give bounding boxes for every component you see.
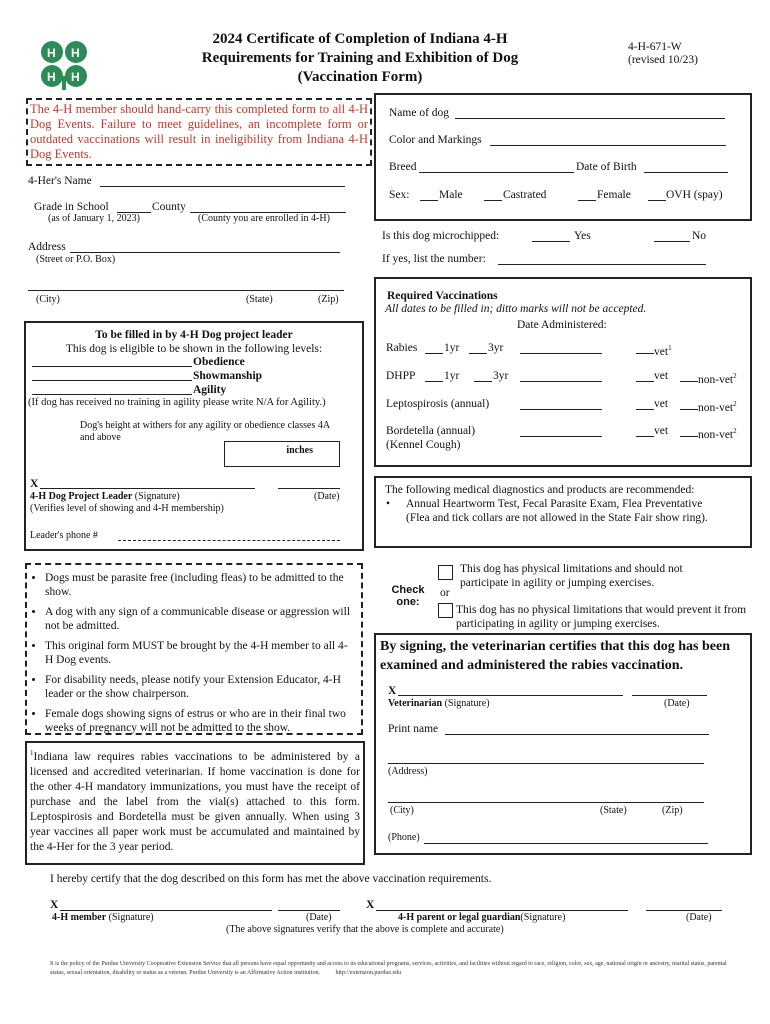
- inches-label: inches: [286, 445, 313, 456]
- chip-no: No: [692, 230, 707, 242]
- chip-no-check[interactable]: [654, 241, 690, 242]
- chip-yes-check[interactable]: [532, 241, 570, 242]
- dhpp-nonvet: non-vet: [698, 373, 734, 386]
- print-name-label: Print name: [388, 723, 439, 735]
- vacc-bordetella-sub: (Kennel Cough): [386, 439, 461, 451]
- vacc-rabies: Rabies: [386, 342, 418, 354]
- grade-note: (as of January 1, 2023): [48, 213, 140, 224]
- vet-signature-field[interactable]: [398, 695, 623, 696]
- dhpp-date-field[interactable]: [520, 381, 602, 382]
- sex-female: Female: [597, 189, 631, 201]
- svg-text:H: H: [71, 70, 80, 84]
- city-state-zip-field[interactable]: [28, 290, 344, 291]
- rabies-3yr: 3yr: [488, 342, 504, 354]
- dhpp-1yr-check[interactable]: [425, 381, 443, 382]
- agility-note: (If dog has received no training in agility please write N/A for Agility.): [28, 397, 326, 408]
- level-agility: Agility: [193, 384, 227, 396]
- extension-link[interactable]: http://extension.purdue.edu: [335, 970, 402, 976]
- height-field[interactable]: [224, 441, 340, 467]
- leader-phone-label: Leader's phone #: [30, 530, 98, 541]
- medical-intro: The following medical diagnostics and products are recommended:: [385, 484, 695, 496]
- address-note: (Street or P.O. Box): [36, 254, 116, 265]
- color-label: Color and Markings: [389, 134, 482, 146]
- footnote-box: $^1$Indiana law requires rabies vaccinations to be administered by a licensed and accredited veterinarian. If home vaccination is done for the other 4-H mandatory immunizations, you must have the receipt of purchase and the label from the vial(s) attached to this form. Leptospirosis and Bordetella must be given annually. When using 3 year vaccines all paper work must be accumulated and maintained by the 4-Her for the 3 year period.: [25, 741, 365, 865]
- rule-item: • Dogs must be parasite free (including fleas) to be admitted to the show.: [45, 571, 353, 599]
- svg-text:H: H: [47, 70, 56, 84]
- bordetella-nonvet-check[interactable]: [680, 436, 698, 437]
- chip-number-field[interactable]: [498, 264, 706, 265]
- leader-date-field[interactable]: [278, 488, 340, 489]
- bordetella-vet: vet: [654, 425, 669, 437]
- parent-date-field[interactable]: [646, 910, 722, 911]
- lepto-nonvet: non-vet: [698, 401, 734, 414]
- rabies-3yr-check[interactable]: [469, 353, 487, 354]
- svg-text:H: H: [47, 46, 56, 60]
- lepto-vet: vet: [654, 398, 669, 410]
- vacc-heading: Required Vaccinations: [387, 290, 498, 302]
- leader-signature-field[interactable]: [40, 488, 255, 489]
- leader-date-label: (Date): [314, 491, 340, 502]
- county-label: County: [152, 201, 186, 213]
- vacc-dhpp: DHPP: [386, 370, 416, 382]
- lepto-date-field[interactable]: [520, 409, 602, 410]
- vet-date-field[interactable]: [632, 695, 707, 696]
- level-showmanship: Showmanship: [193, 370, 263, 382]
- chip-yes: Yes: [574, 230, 591, 242]
- parent-signature-field[interactable]: [376, 910, 628, 911]
- lepto-nonvet-check[interactable]: [680, 409, 698, 410]
- member-sig-label: 4-H member: [52, 912, 107, 923]
- zip-label: (Zip): [318, 294, 339, 305]
- vet-state-label: (State): [600, 805, 627, 816]
- policy-text: It is the policy of the Purdue University Cooperative Extension Service that all persons have equal opportunity and access to its educational programs, services, activities, and facilities without regard to race, religion, color, sex, age, national origin or ancestry, marital status, parental status, sexual orientation, disability or status as a veteran. Purdue University is an Affirmative Action institution.: [50, 961, 727, 976]
- revision-date: (revised 10/23): [628, 54, 698, 66]
- chip-number-label: If yes, list the number:: [382, 253, 486, 265]
- vacc-lepto: Leptospirosis (annual): [386, 398, 490, 410]
- page-title: 2024 Certificate of Completion of Indiana 4-H Requirements for Training and Exhibition of Dog (Vaccination Form): [201, 31, 519, 85]
- microchip-question: Is this dog microchipped:: [382, 230, 500, 242]
- warning-notice: The 4-H member should hand-carry this completed form to all 4-H Dog Events. Failure to meet guidelines, an incomplete form or outdated vaccinations will result in ineligibility from Indiana 4-H Dog Events.: [26, 98, 372, 166]
- rabies-vet: vet: [654, 345, 669, 358]
- grade-label: Grade in School: [34, 201, 109, 213]
- parent-sig-suffix: (Signature): [520, 912, 566, 923]
- vet-address-label: (Address): [388, 766, 428, 777]
- sex-female-check[interactable]: [578, 200, 596, 201]
- dhpp-nonvet-check[interactable]: [680, 381, 698, 382]
- four-leaf-clover-icon: [36, 36, 92, 92]
- dob-field[interactable]: [644, 172, 728, 173]
- parent-sig-x: X: [366, 899, 375, 911]
- bordetella-date-field[interactable]: [520, 436, 602, 437]
- vet-date-label: (Date): [664, 698, 690, 709]
- color-field[interactable]: [490, 145, 726, 146]
- medical-box: The following medical diagnostics and products are recommended: • Annual Heartworm Test, Fecal Parasite Exam, Flea Preventative (Flea and tick collars are not allowed in the State Fair show ring).: [374, 476, 752, 548]
- limitation-checkbox[interactable]: [438, 565, 453, 580]
- sex-castrated-check[interactable]: [484, 200, 502, 201]
- dog-name-field[interactable]: [455, 118, 725, 119]
- breed-label: Breed: [389, 161, 417, 173]
- no-limitation-text: This dog has no physical limitations that would prevent it from participating in agility or jumping exercises.: [456, 604, 747, 630]
- bordetella-vet-check[interactable]: [636, 436, 654, 437]
- svg-text:H: H: [71, 46, 80, 60]
- date-administered-label: Date Administered:: [517, 319, 607, 331]
- eligible-text: This dog is eligible to be shown in the following levels:: [65, 343, 323, 355]
- rule-item: • A dog with any sign of a communicable disease or aggression will not be admitted.: [45, 605, 353, 633]
- sex-male-check[interactable]: [420, 200, 438, 201]
- showmanship-field[interactable]: [32, 380, 192, 381]
- county-note: (County you are enrolled in 4-H): [198, 213, 330, 224]
- vet-sig-label: Veterinarian: [388, 698, 443, 709]
- signature-verify-note: (The above signatures verify that the above is complete and accurate): [226, 924, 504, 935]
- medical-item: Annual Heartworm Test, Fecal Parasite Exam, Flea Preventative (Flea and tick collars are not allowed in the State Fair show ring).: [406, 498, 708, 524]
- rabies-vet-check[interactable]: [636, 353, 654, 354]
- leader-sig-suffix: (Signature): [134, 491, 180, 502]
- member-name-field[interactable]: [100, 186, 345, 187]
- vet-phone-field[interactable]: [424, 843, 708, 844]
- vet-city-field[interactable]: [388, 802, 704, 803]
- vacc-bordetella: Bordetella (annual): [386, 425, 476, 437]
- member-date-label: (Date): [306, 912, 332, 923]
- footnote-text: Indiana law requires rabies vaccinations to be administered by a licensed and accredited veterinarian. If home vaccination is done for the other 4-H mandatory immunizations, you must have the receipt of purchase and the label from the vial(s) attached to this form. Leptospirosis and Bordetella must be given annually. When using 3 year vaccines all paper work must be accumulated and maintained by the 4-Her for the 3 year period.: [30, 750, 360, 853]
- leader-sig-x: X: [30, 478, 39, 490]
- member-sig-x: X: [50, 899, 59, 911]
- sex-male: Male: [439, 189, 463, 201]
- dhpp-vet-check[interactable]: [636, 381, 654, 382]
- vet-city-label: (City): [390, 805, 414, 816]
- state-label: (State): [246, 294, 273, 305]
- rabies-1yr: 1yr: [444, 342, 460, 354]
- rules-box: [25, 563, 363, 735]
- rule-item: • For disability needs, please notify your Extension Educator, 4-H leader or the show chairperson.: [45, 673, 353, 701]
- member-sig-suffix: (Signature): [108, 912, 154, 923]
- dob-label: Date of Birth: [576, 161, 637, 173]
- vet-zip-label: (Zip): [662, 805, 683, 816]
- parent-date-label: (Date): [686, 912, 712, 923]
- vet-sig-x: X: [388, 685, 397, 697]
- obedience-field[interactable]: [32, 366, 192, 367]
- vet-address-field[interactable]: [388, 763, 704, 764]
- rabies-date-field[interactable]: [520, 353, 602, 354]
- sex-ovh: OVH (spay): [666, 189, 723, 201]
- member-name-label: 4-Her's Name: [28, 175, 92, 187]
- dhpp-3yr: 3yr: [493, 370, 509, 382]
- vacc-note: All dates to be filled in; ditto marks will not be accepted.: [385, 303, 647, 315]
- dhpp-vet: vet: [654, 370, 669, 382]
- bordetella-nonvet: non-vet: [698, 428, 734, 441]
- rule-item: • This original form MUST be brought by the 4-H member to all 4-H Dog events.: [45, 639, 353, 667]
- leader-heading: To be filled in by 4-H Dog project leader: [95, 329, 293, 341]
- address-field[interactable]: [70, 252, 340, 253]
- vet-phone-label: (Phone): [388, 832, 420, 843]
- form-id: 4-H-671-W: [628, 41, 682, 53]
- member-date-field[interactable]: [278, 910, 340, 911]
- agility-field[interactable]: [32, 394, 192, 395]
- limitation-text: This dog has physical limitations and should not participate in agility or jumping exercises.: [460, 563, 683, 589]
- or-text: or: [440, 587, 450, 599]
- dhpp-1yr: 1yr: [444, 370, 460, 382]
- no-limitation-checkbox[interactable]: [438, 603, 453, 618]
- level-obedience: Obedience: [193, 356, 245, 368]
- dhpp-3yr-check[interactable]: [474, 381, 492, 382]
- member-signature-field[interactable]: [60, 910, 272, 911]
- rule-item: • Female dogs showing signs of estrus or who are in their final two weeks of pregnancy will not be admitted to the show.: [45, 707, 353, 735]
- leader-phone-field[interactable]: [118, 540, 340, 541]
- city-label: (City): [36, 294, 60, 305]
- breed-field[interactable]: [419, 172, 574, 173]
- vet-sig-suffix: (Signature): [444, 698, 490, 709]
- sex-ovh-check[interactable]: [648, 200, 666, 201]
- check-one-label: Check one:: [391, 584, 425, 608]
- height-text: Dog's height at withers for any agility or obedience classes 4A and above: [80, 420, 330, 443]
- leader-sig-label: 4-H Dog Project Leader: [30, 491, 133, 502]
- sex-label: Sex:: [389, 189, 410, 201]
- sex-castrated: Castrated: [503, 189, 547, 201]
- dog-name-label: Name of dog: [389, 107, 450, 119]
- vet-certify: By signing, the veterinarian certifies that this dog has been examined and administered the rabies vaccination.: [380, 639, 730, 673]
- lepto-vet-check[interactable]: [636, 409, 654, 410]
- parent-sig-label: 4-H parent or legal guardian: [398, 912, 521, 923]
- bottom-certify: I hereby certify that the dog described on this form has met the above vaccination requirements.: [50, 873, 492, 885]
- leader-verifies: (Verifies level of showing and 4-H membership): [30, 503, 224, 514]
- rabies-1yr-check[interactable]: [425, 353, 443, 354]
- address-label: Address: [28, 241, 66, 253]
- print-name-field[interactable]: [445, 734, 709, 735]
